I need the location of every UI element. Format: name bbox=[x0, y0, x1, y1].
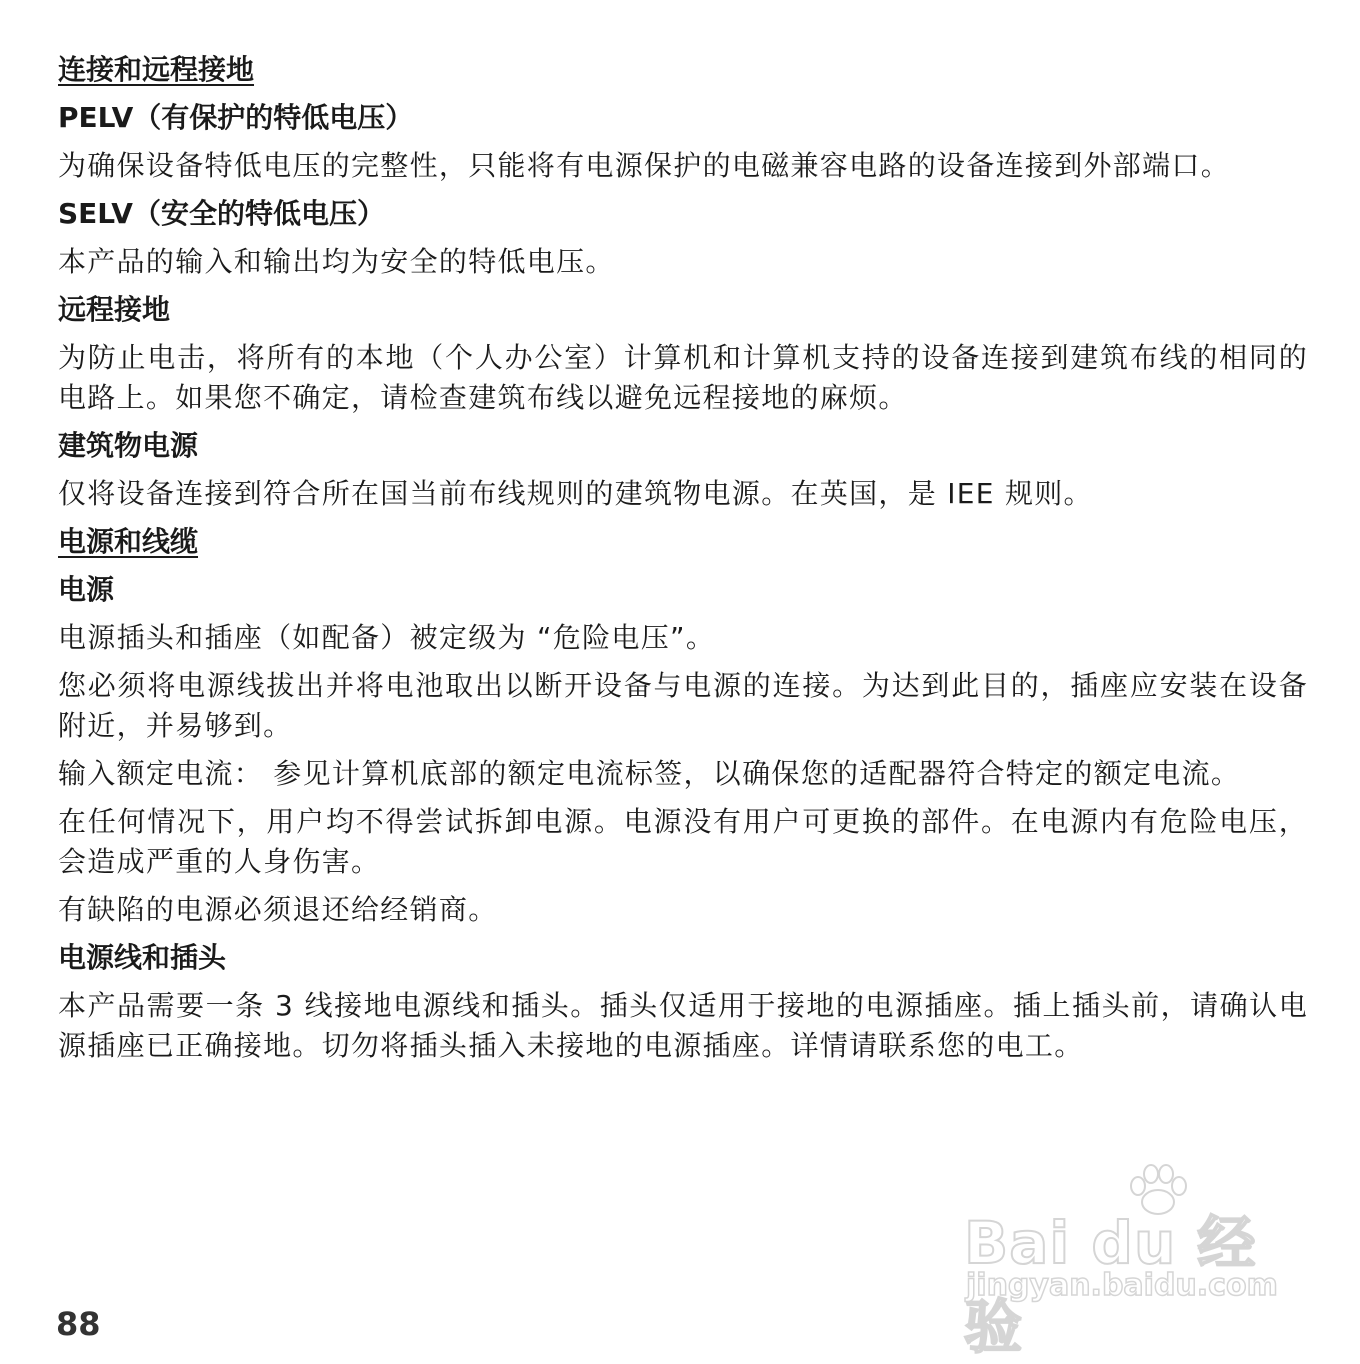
subsection-title-selv: SELV（安全的特低电压） bbox=[58, 197, 385, 230]
subsection-title-remote-grounding: 远程接地 bbox=[58, 293, 171, 326]
baidu-jingyan-watermark bbox=[960, 1160, 1280, 1361]
page-number: 88 bbox=[56, 1305, 101, 1343]
paragraph-power-3: 输入额定电流： 参见计算机底部的额定电流标签，以确保您的适配器符合特定的额定电流。 bbox=[58, 757, 1241, 790]
subsection-title-pelv: PELV（有保护的特低电压） bbox=[58, 101, 414, 134]
paragraph-remote-grounding: 为防止电击，将所有的本地（个人办公室）计算机和计算机支持的设备连接到建筑布线的相同的电路上。如果您不确定，请检查建筑布线以避免远程接地的麻烦。 bbox=[58, 341, 1308, 414]
subsection-title-power-supply: 电源 bbox=[58, 573, 115, 606]
section-heading: 连接和远程接地 bbox=[58, 53, 255, 86]
subsection-title-cord-plug: 电源线和插头 bbox=[58, 941, 227, 974]
section-power-cables bbox=[58, 522, 1308, 1066]
section-connection-grounding bbox=[58, 50, 1308, 514]
paragraph-selv: 本产品的输入和输出均为安全的特低电压。 bbox=[58, 245, 615, 278]
section-heading: 电源和线缆 bbox=[58, 525, 199, 558]
subsection-title-building-power: 建筑物电源 bbox=[58, 429, 199, 462]
watermark-url: jingyan.baidu.com bbox=[966, 1268, 1278, 1303]
paragraph-power-2: 您必须将电源线拔出并将电池取出以断开设备与电源的连接。为达到此目的，插座应安装在设备附近，并易够到。 bbox=[58, 669, 1308, 742]
watermark-brand: Bai du 经验 bbox=[964, 1209, 1257, 1361]
paragraph-power-5: 有缺陷的电源必须退还给经销商。 bbox=[58, 893, 498, 926]
paragraph-pelv: 为确保设备特低电压的完整性，只能将有电源保护的电磁兼容电路的设备连接到外部端口。 bbox=[58, 149, 1231, 182]
paragraph-cord-plug: 本产品需要一条 3 线接地电源线和插头。插头仅适用于接地的电源插座。插上插头前，请确认电源插座已正确接地。切勿将插头插入未接地的电源插座。详情请联系您的电工。 bbox=[58, 989, 1308, 1062]
paragraph-building-power: 仅将设备连接到符合所在国当前布线规则的建筑物电源。在英国，是 IEE 规则。 bbox=[58, 477, 1093, 510]
paragraph-power-4: 在任何情况下，用户均不得尝试拆卸电源。电源没有用户可更换的部件。在电源内有危险电压，会造成严重的人身伤害。 bbox=[58, 805, 1308, 878]
paragraph-power-1: 电源插头和插座（如配备）被定级为 “危险电压”。 bbox=[58, 621, 716, 654]
manual-page-content bbox=[58, 50, 1308, 1074]
